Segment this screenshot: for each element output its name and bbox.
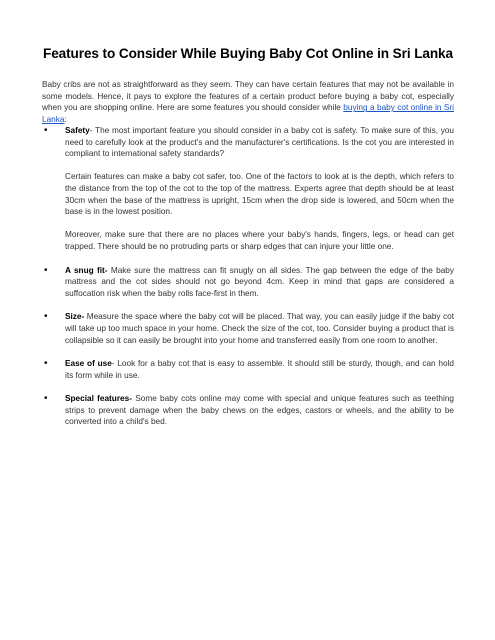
- bullet-icon: •: [44, 358, 48, 370]
- feature-text: - The most important feature you should consider in a baby cot is safety. To make sure of this, you need to carefully look at the product's and the manufacturer's certifications. Is the cot you are interested in compliant to international safety standards?: [65, 126, 454, 159]
- baby-cot-link[interactable]: buying a baby cot online in Sri Lanka: [42, 103, 454, 124]
- features-list: [42, 125, 454, 440]
- feature-text: Measure the space where the baby cot will be placed. That way, you can easily judge if the baby cot will take up too much space in your home. Check the size of the cot, too. Consider buying a product that is collapsible so it can easily be brought into your home and transferred easily from one room to another.: [65, 312, 454, 345]
- feature-paragraph: Certain features can make a baby cot safer, too. One of the factors to look at is the depth, which refers to the distance from the top of the cot to the top of the mattress. Experts agree that depth should be at least 30cm when the base of the mattress is upright, 15cm when the drop side is lowered, and 50cm when the base is in the lowest position.: [65, 172, 454, 217]
- list-item-ease-of-use: [42, 358, 454, 381]
- feature-term: Safety: [65, 126, 90, 135]
- feature-text: Some baby cots online may come with special and unique features such as teething strips to prevent damage when the baby chews on the edges, castors or wheels, and the ability to be converted into a child's bed.: [65, 394, 454, 427]
- feature-term: Special features-: [65, 394, 132, 404]
- feature-term: Ease of use: [65, 359, 112, 369]
- feature-paragraph: [65, 265, 454, 300]
- list-item-special-features: [42, 393, 454, 428]
- feature-paragraph: Moreover, make sure that there are no places where your baby's hands, fingers, legs, or head can get trapped. There should be no protruding parts or sharp edges that can injure your little one.: [65, 230, 454, 251]
- bullet-icon: •: [44, 393, 48, 405]
- feature-paragraph: [65, 311, 454, 346]
- bullet-icon: •: [44, 125, 48, 136]
- feature-term: A snug fit-: [65, 265, 108, 275]
- feature-paragraph: [65, 393, 454, 428]
- feature-paragraph: [65, 358, 454, 381]
- intro-text: Baby cribs are not as straightforward as they seem. They can have certain features that may not be available in some models. Hence, it pays to explore the features of a certain product before buying a baby cot, especially when you are shopping online. Here are some features you should consider while: [42, 80, 454, 113]
- bullet-icon: •: [44, 264, 48, 276]
- feature-paragraph: [65, 125, 454, 160]
- intro-paragraph: [42, 79, 454, 125]
- page-title: Features to Consider While Buying Baby Cot Online in Sri Lanka: [43, 46, 453, 61]
- feature-text: - Look for a baby cot that is easy to assemble. It should still be sturdy, though, and can hold its form while in use.: [65, 359, 454, 380]
- feature-term: Size-: [65, 312, 85, 322]
- list-item-safety: [42, 125, 454, 253]
- intro-trailing: :: [64, 114, 67, 124]
- list-item-size: [42, 311, 454, 346]
- list-item-snug-fit: [42, 265, 454, 300]
- feature-text: Make sure the mattress can fit snugly on all sides. The gap between the edge of the baby mattress and the cot sides should not go beyond 4cm. Keep in mind that gaps are considered a suffocation risk when the baby rolls face-first in them.: [65, 265, 454, 298]
- bullet-icon: •: [44, 311, 48, 323]
